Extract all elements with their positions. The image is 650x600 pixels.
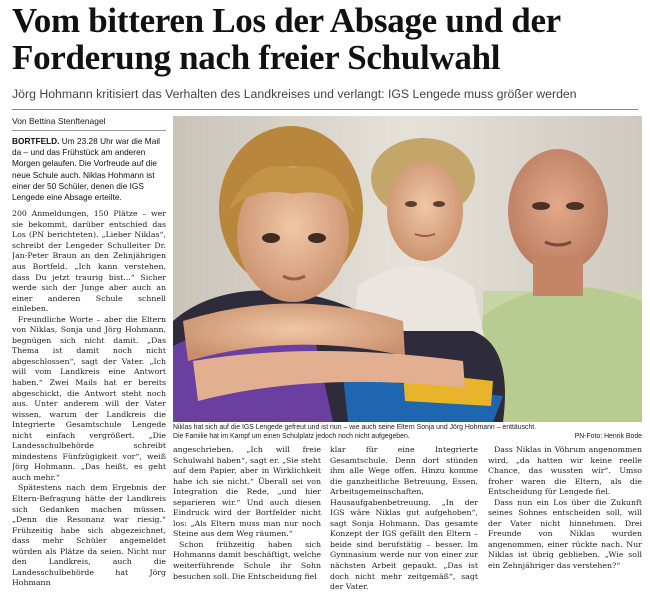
article-subheadline: Jörg Hohmann kritisiert das Verhalten des Landkreises und verlangt: IGS Lengede muss größer werden: [12, 87, 577, 101]
body-text: [12, 209, 166, 589]
lead-dateline: BORTFELD.: [12, 136, 60, 146]
paragraph: angeschrieben. „Ich will freie Schulwahl haben“, sagt er. „Sie steht auf dem Papier, aber in Wirklichkeit habe ich sie nicht.“ Überall sei von Integration die Rede, „und hier separieren wir.“ Und auch diesen Eindruck wird der Bortfelder nicht los: „Als Eltern muss man nur noch Steine aus dem Weg räumen.“: [173, 445, 321, 539]
photo-credit: PN-Foto: Henrik Bode: [574, 433, 642, 440]
family-photo-image: [173, 116, 642, 422]
header-divider: [12, 109, 638, 110]
paragraph: klar für eine Integrierte Gesamtschule. Denn dort stünden ihm alle Wege offen. Hinzu komme die ganzheitliche Betreuung, Essen, Arbeitsgemeinschaften, Hausaufgabenbetreuung. „In der IGS wäre Niklas gut aufgehoben“, sagt Sonja Hohmann. Das gesamte Konzept der IGS gefällt den Eltern – beide sind berufstätig – besser. Im Gymnasium werde nur von einer zur nächsten Arbeit gepaukt. „Das ist doch nicht mehr zeitgemäß“, sagt der Vater.: [330, 445, 478, 592]
text-column-2: [173, 445, 321, 597]
paragraph: Spätestens nach dem Ergebnis der Eltern-Befragung hätte der Landkreis sich Gedanken machen müssen. „Denn die Resonanz war riesig.“ Frühzeitig habe sich abgezeichnet, dass mehr Schüler angemeldet würden als Plätze da seien. Nicht nur den Landkreis, auch die Landesschulbehörde hat Jörg Hohmann: [12, 483, 166, 588]
caption-line-1: Niklas hat sich auf die IGS Lengede gefreut und ist nun – wie auch seine Eltern Sonja und Jörg Hohmann – enttäuscht.: [173, 424, 537, 431]
caption-line-2-wrap: [173, 432, 642, 441]
paragraph: Dass nun ein Los über die Zukunft seines Sohnes entscheiden soll, will der Vater nicht hinnehmen. Drei Freunde von Niklas wurden angenommen, einer rückte nach. Nur Niklas ist übrig geblieben. „Wie soll ein Zehnjähriger das verstehen?“: [488, 497, 642, 571]
article-lead: [12, 136, 166, 203]
lead-text: Um 23.28 Uhr war die Mail da – und das Frühstück am anderen Morgen gelaufen. Die Vorfreude auf die neue Schule auch. Niklas Hohmann ist einer der 50 Schüler, denen die IGS Lengede eine Absage erteilte.: [12, 136, 161, 203]
text-column-4: [488, 445, 642, 597]
photo-caption: [173, 423, 642, 441]
paragraph: Schon frühzeitig haben sich Hohmanns damit beschäftigt, welche weiterführende Schule ihr Sohn besuchen soll. Die Entscheidung fiel: [173, 539, 321, 581]
article-headline: Vom bitteren Los der Absage und der Forderung nach freier Schulwahl: [12, 1, 561, 77]
caption-line-2: Die Familie hat im Kampf um einen Schulplatz jedoch noch nicht aufgegeben.: [173, 433, 410, 440]
paragraph: Freundliche Worte – aber die Eltern von Niklas, Sonja und Jörg Hohmann, begnügen sich nicht damit. „Das Thema ist damit noch nicht abgeschlossen“, sagt der Vater. „Ich will vom Landkreis eine Antwort haben.“ Zwei Mails hat er bereits abgeschickt, die Antwort steht noch aus. Unter anderem will der Vater wissen, warum der Landkreis die Integrierte Gesamtschule Lengede nicht einfach vergrößert. „Die Landesschulbehörde schreibt mindestens Fünfzügigkeit vor“, weiß Jörg Hohmann. „Das heißt, es geht auch mehr.“: [12, 314, 166, 482]
article-photo: [173, 116, 642, 422]
byline-divider: [12, 130, 166, 131]
text-column-3: [330, 445, 478, 597]
text-column-1: [12, 136, 166, 596]
article-byline: Von Bettina Stenftenagel: [12, 116, 106, 126]
paragraph: Dass Niklas in Vöhrum angenommen wird, „da hatten wir keine reelle Chance, das wussten wir“. Umso froher waren die Eltern, als die Entscheidung für Lengede fiel.: [488, 445, 642, 497]
paragraph: 200 Anmeldungen, 150 Plätze – wer sie bekommt, darüber entschied das Los (PN berichteten). „Lieber Niklas“, schreibt der Lengeder Schulleiter Dr. Jan-Peter Braun an den Zehnjährigen aus Bortfeld. „Ich kann verstehen, dass Du jetzt traurig bist...“ Sicher werde sich der Junge aber auch an einer anderen Schule schnell einleben.: [12, 209, 166, 314]
